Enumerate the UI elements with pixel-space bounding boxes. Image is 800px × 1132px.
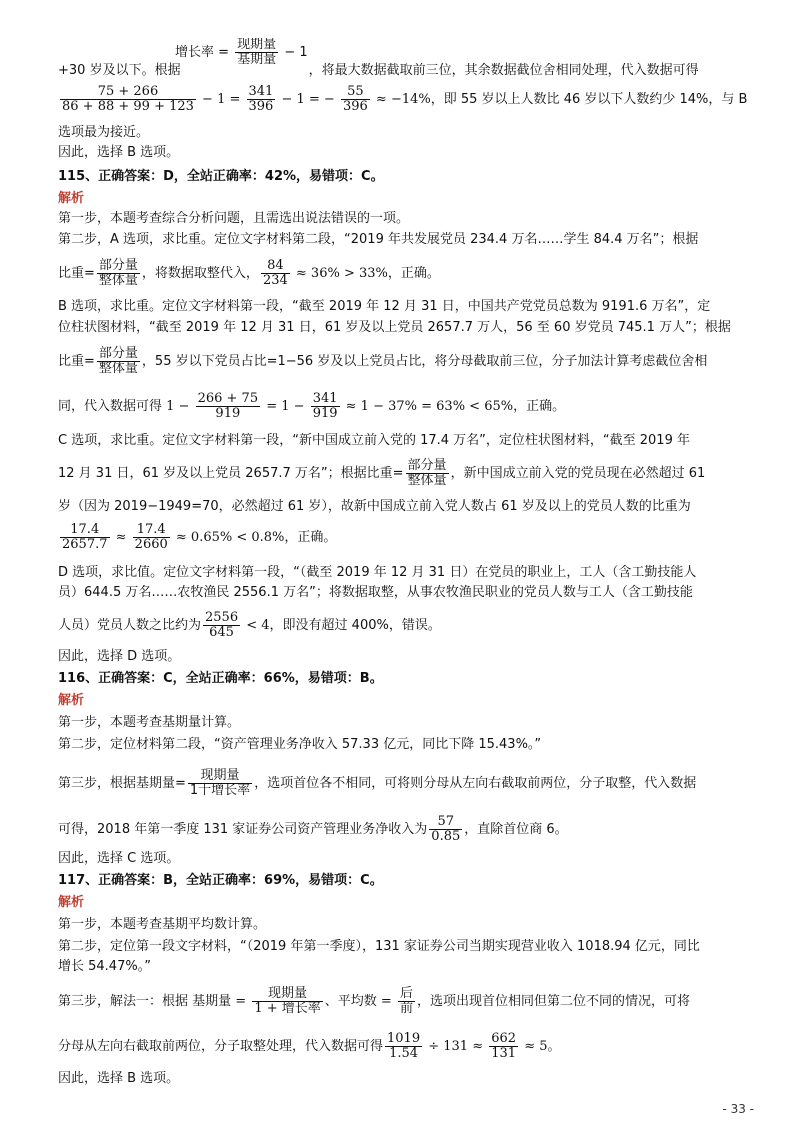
paragraph-line: 位柱状图材料，“截至 2019 年 12 月 31 日，61 岁及以上党员 2657.7 万人，56 至 60 岁党员 745.1 万人”；根据 bbox=[58, 320, 731, 335]
fraction bbox=[97, 347, 140, 376]
frac-den: 整体量 bbox=[98, 361, 138, 376]
frac-den: 396 bbox=[248, 99, 274, 114]
text: < 4 bbox=[242, 618, 270, 633]
text: ÷ 131 ≈ bbox=[424, 1039, 488, 1054]
analysis-label: 解析 bbox=[58, 191, 85, 206]
fraction bbox=[311, 392, 340, 421]
paragraph-line bbox=[58, 452, 760, 496]
frac-den: 整体量 bbox=[98, 273, 138, 288]
frac-num: 84 bbox=[261, 259, 290, 274]
analysis-label: 解析 bbox=[58, 895, 85, 910]
analysis-label: 解析 bbox=[58, 693, 85, 708]
frac-num: 75 + 266 bbox=[60, 85, 196, 100]
fraction bbox=[133, 523, 170, 552]
fraction bbox=[261, 259, 290, 288]
text: 同，代入数据可得 bbox=[58, 399, 163, 414]
text: ，即没有超过 400%，错误。 bbox=[269, 618, 441, 633]
frac-den: 131 bbox=[491, 1046, 517, 1061]
text: 基期量 = bbox=[192, 994, 251, 1009]
frac-num: 部分量 bbox=[98, 258, 138, 273]
step-line bbox=[58, 1026, 760, 1068]
conclusion: 因此，选择 C 选项。 bbox=[58, 851, 180, 866]
option-d-calc bbox=[58, 604, 760, 648]
text: ≈ 5 bbox=[520, 1039, 548, 1054]
step-line: 第一步，本题考查基期量计算。 bbox=[58, 715, 241, 730]
frac-den: 234 bbox=[262, 273, 288, 288]
text: 第三步，解法一：根据 bbox=[58, 994, 189, 1009]
paragraph-line bbox=[58, 62, 760, 80]
frac-num: 266 + 75 bbox=[197, 391, 259, 406]
frac-den: 1 + 增长率 bbox=[254, 1001, 321, 1016]
step-line: 第一步，本题考查综合分析问题，且需选出说法错误的一项。 bbox=[58, 211, 410, 226]
paragraph-line: 员）644.5 万名……农牧渔民 2556.1 万名”；将数据取整，从事农牧渔民职业的党员人数与工人（含工勤技能 bbox=[58, 585, 693, 600]
option-a-line bbox=[58, 252, 760, 296]
frac-num: 55 bbox=[341, 85, 370, 100]
paragraph-line: D 选项，求比值。定位文字材料第一段，“（截至 2019 年 12 月 31 日）在党员的职业上，工人（含工勤技能人 bbox=[58, 565, 697, 580]
fraction bbox=[489, 1032, 518, 1061]
text: ≈ 1 − 37% = 63% < 65% bbox=[341, 399, 514, 414]
conclusion: 因此，选择 B 选项。 bbox=[58, 1071, 180, 1086]
frac-den: 前 bbox=[399, 1001, 413, 1016]
step-line: 第二步，定位第一段文字材料，“（2019 年第一季度），131 家证券公司当期实现营业收入 1018.94 亿元，同比 bbox=[58, 939, 700, 954]
text: ，选项首位各不相同，可将则分母从左向右截取前两位，分子取整，代入数据 bbox=[254, 776, 697, 791]
frac-den: 645 bbox=[209, 625, 234, 640]
step-line: 增长 54.47%。” bbox=[58, 959, 151, 974]
fraction bbox=[247, 85, 276, 114]
paragraph-line bbox=[58, 340, 760, 384]
answer-header: 115、正确答案：D，全站正确率：42%，易错项：C。 bbox=[58, 169, 384, 184]
frac-num: 341 bbox=[312, 391, 338, 406]
text: − 1 = bbox=[197, 92, 245, 107]
option-b-calc: 同，代入数据可得 1 − $\frac{266 + 75}{919}$ = 1 − $\frac{341}{919}$ ≈ 1 − 37% = 63% < 65%，正确。 bbox=[58, 391, 566, 421]
calculation-line bbox=[58, 80, 760, 120]
paragraph-line: 选项最为接近。 bbox=[58, 125, 150, 140]
frac-num: 现期量 bbox=[252, 987, 322, 1002]
frac-den: 基期量 bbox=[237, 52, 277, 67]
frac-num: 341 bbox=[248, 84, 274, 99]
fraction bbox=[398, 987, 415, 1016]
step-line bbox=[58, 762, 760, 806]
text: − 1 = − bbox=[277, 92, 339, 107]
answer-header: 116、正确答案：C，全站正确率：66%，易错项：B。 bbox=[58, 671, 383, 686]
text: ≈ 36% > 33% bbox=[291, 266, 388, 281]
frac-num: 部分量 bbox=[407, 458, 447, 473]
formula-label: 增长率 = bbox=[175, 45, 234, 60]
text: 比重= bbox=[58, 266, 95, 281]
frac-den: 1.54 bbox=[389, 1046, 419, 1061]
frac-num: 57 bbox=[429, 815, 462, 830]
frac-den: 919 bbox=[312, 406, 338, 421]
text: 比重= bbox=[58, 354, 95, 369]
text: 分母从左向右截取前两位，分子取整处理，代入数据可得 bbox=[58, 1039, 384, 1054]
frac-num: 17.4 bbox=[133, 523, 170, 538]
fraction bbox=[60, 85, 196, 114]
fraction bbox=[341, 85, 370, 114]
text: 平均数 = bbox=[337, 994, 396, 1009]
frac-num: 部分量 bbox=[98, 346, 138, 361]
frac-num: 662 bbox=[491, 1031, 517, 1046]
frac-den: 0.85 bbox=[431, 829, 461, 844]
fraction bbox=[188, 769, 252, 798]
text: 人员）党员人数之比约为 bbox=[58, 618, 202, 633]
frac-num: 后 bbox=[399, 986, 413, 1001]
text: ，正确。 bbox=[513, 399, 566, 414]
text: ，选项出现首位相同但第二位不同的情况，可将 bbox=[416, 994, 690, 1009]
text: ，正确。 bbox=[284, 530, 337, 545]
frac-den: 86 + 88 + 99 + 123 bbox=[62, 99, 194, 114]
frac-num: 1019 bbox=[387, 1031, 421, 1046]
fraction bbox=[196, 392, 261, 421]
frac-den: 1十增长率 bbox=[189, 783, 251, 798]
paragraph-line: B 选项，求比重。定位文字材料第一段，“截至 2019 年 12 月 31 日，中国共产党党员总数为 9191.6 万名”，定 bbox=[58, 299, 711, 314]
step-line bbox=[58, 980, 760, 1024]
step-line: 第二步，定位材料第二段，“资产管理业务净收入 57.33 亿元，同比下降 15.43%。” bbox=[58, 737, 542, 752]
text: 12 月 31 日，61 岁及以上党员 2657.7 万名”；根据比重= bbox=[58, 466, 404, 481]
text: ≈ −14% bbox=[371, 92, 431, 107]
frac-num: 17.4 bbox=[60, 523, 110, 538]
frac-den: 整体量 bbox=[407, 473, 447, 488]
fraction bbox=[60, 523, 110, 552]
text: ≈ 0.65% < 0.8% bbox=[171, 530, 285, 545]
text: = 1 − bbox=[262, 399, 309, 414]
text: ，将数据取整代入， bbox=[141, 266, 259, 281]
frac-den: 919 bbox=[215, 406, 241, 421]
text: ，正确。 bbox=[387, 266, 440, 281]
fraction bbox=[385, 1032, 422, 1061]
frac-num: 现期量 bbox=[188, 769, 252, 784]
text: 、 bbox=[324, 994, 338, 1009]
step-line bbox=[58, 810, 760, 850]
conclusion: 因此，选择 D 选项。 bbox=[58, 649, 181, 664]
frac-den: 396 bbox=[342, 99, 368, 114]
text: 。 bbox=[547, 1039, 561, 1054]
frac-num: 现期量 bbox=[237, 38, 277, 52]
text: ，新中国成立前入党的党员现在必然超过 61 bbox=[450, 466, 706, 481]
text: ，直除首位商 6。 bbox=[464, 822, 568, 837]
text: ，即 55 岁以上人数比 46 岁以下人数约少 14%，与 B bbox=[430, 92, 748, 107]
text: ，55 岁以下党员占比=1−56 岁及以上党员占比，将分母截取前三位，分子加法计算考虑截位舍相 bbox=[141, 354, 708, 369]
paragraph-line: 岁（因为 2019−1949=70，必然超过 61 岁），故新中国成立前入党人数占 61 岁及以上的党员人数的比重为 bbox=[58, 499, 691, 514]
fraction bbox=[97, 259, 140, 288]
option-c-calc: $\frac{17.4}{2657.7}$ ≈ $\frac{17.4}{2660}$ ≈ 0.65% < 0.8%，正确。 bbox=[62, 522, 337, 552]
paragraph-line: C 选项，求比重。定位文字材料第一段，“新中国成立前入党的 17.4 万名”，定位柱状图材料，“截至 2019 年 bbox=[58, 433, 690, 448]
answer-header: 117、正确答案：B，全站正确率：69%，易错项：C。 bbox=[58, 873, 383, 888]
frac-den: 2660 bbox=[134, 537, 168, 552]
fraction bbox=[252, 987, 322, 1016]
formula-tail: − 1 bbox=[280, 45, 308, 60]
step-line: 第二步，A 选项，求比重。定位文字材料第二段，“2019 年共发展党员 234.4 万名……学生 84.4 万名”；根据 bbox=[58, 232, 699, 247]
fraction bbox=[406, 459, 449, 488]
frac-num: 2556 bbox=[205, 610, 239, 625]
fraction bbox=[429, 815, 462, 844]
text: 可得，2018 年第一季度 131 家证券公司资产管理业务净收入为 bbox=[58, 822, 428, 837]
conclusion: 因此，选择 B 选项。 bbox=[58, 145, 180, 160]
frac-den: 2657.7 bbox=[62, 537, 108, 552]
page-number: - 33 - bbox=[722, 1102, 754, 1116]
text: 第三步，根据基期量= bbox=[58, 776, 186, 791]
text: +30 岁及以下。根据 bbox=[58, 63, 181, 78]
step-line: 第一步，本题考查基期平均数计算。 bbox=[58, 917, 267, 932]
fraction bbox=[203, 611, 240, 640]
text: ，将最大数据截取前三位，其余数据截位舍相同处理，代入数据可得 bbox=[308, 63, 699, 78]
